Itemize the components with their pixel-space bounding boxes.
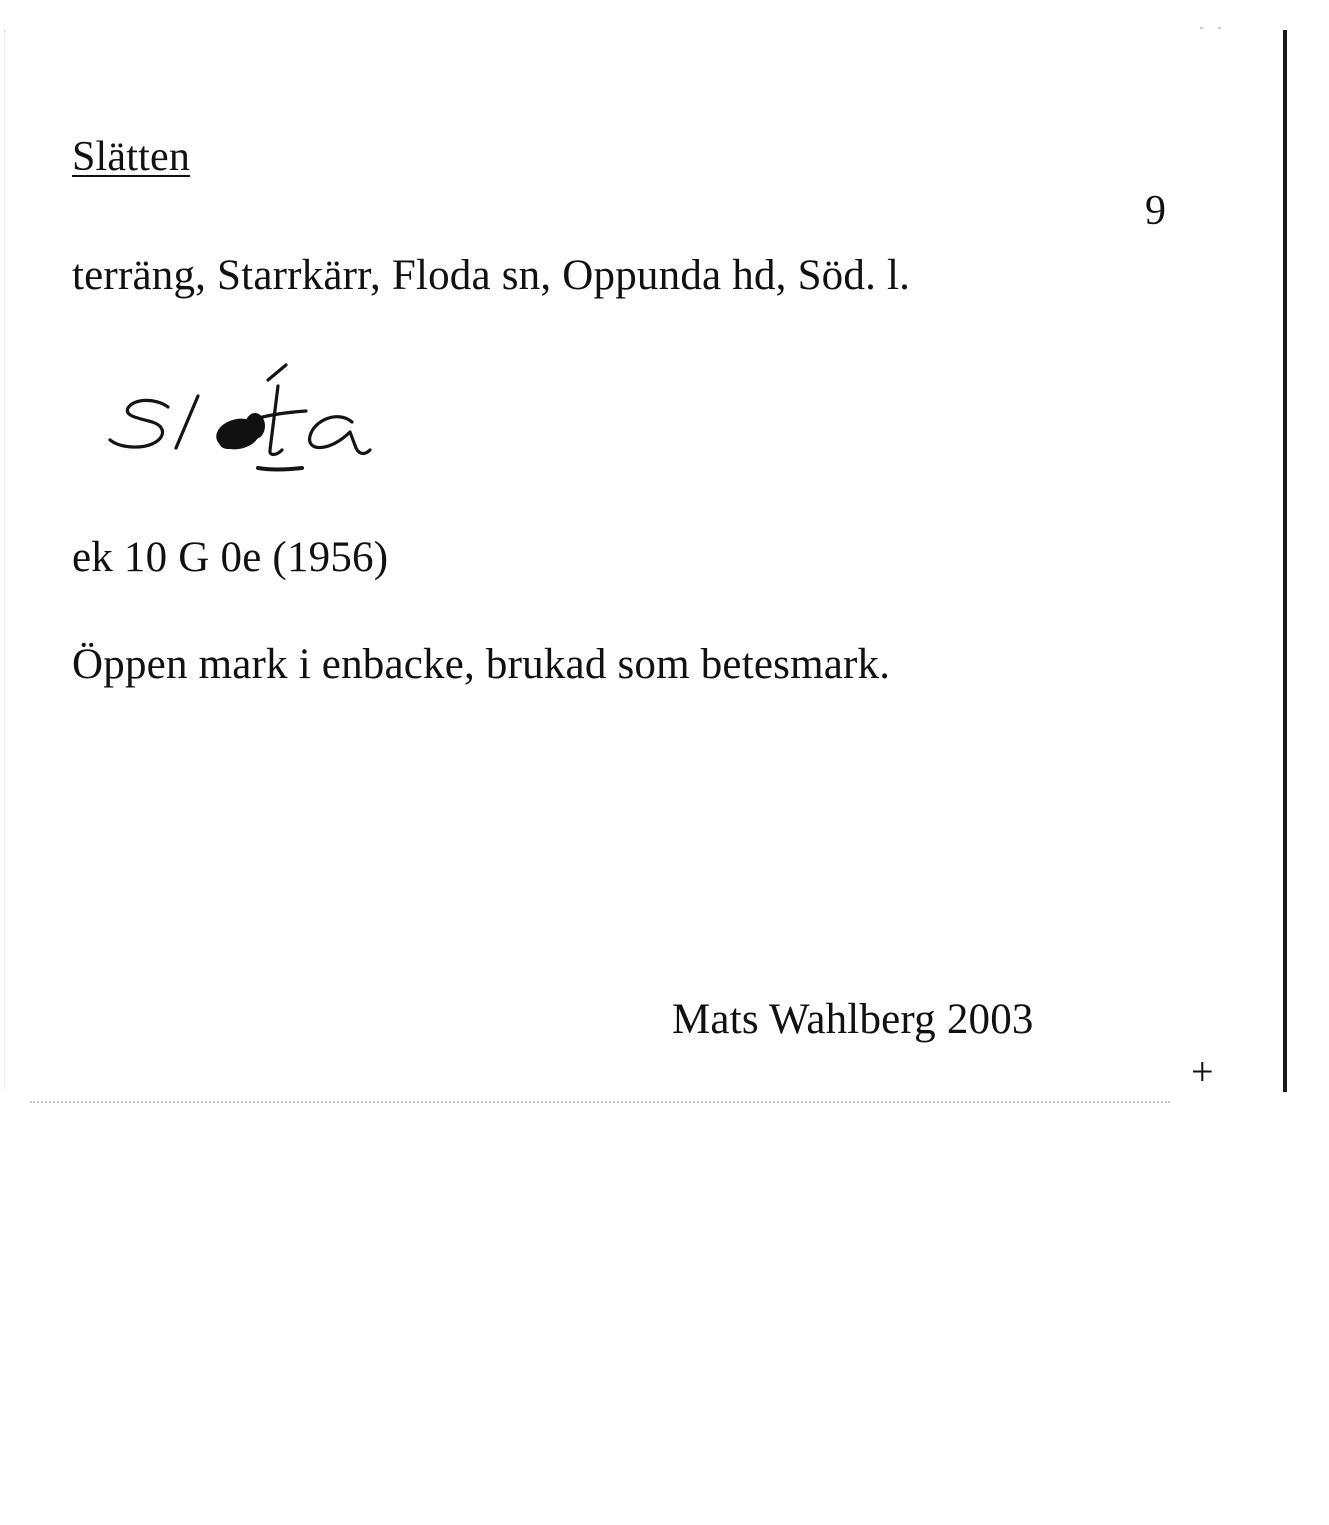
scan-speck (1218, 27, 1221, 29)
place-description-line: terräng, Starrkärr, Floda sn, Oppunda hd, Söd. l. (72, 252, 911, 299)
site-description: Öppen mark i enbacke, brukad som betesmark. (72, 641, 891, 688)
place-name-heading: Slätten (72, 134, 191, 180)
card-bottom-edge (30, 1101, 1170, 1103)
handwritten-pronunciation-signature (100, 360, 390, 485)
author-and-year: Mats Wahlberg 2003 (672, 996, 1034, 1043)
corner-registration-mark: + (1191, 1049, 1214, 1094)
card-number: 9 (1145, 188, 1167, 234)
card-right-border (1283, 30, 1287, 1092)
scan-speck (1200, 27, 1203, 29)
scan-left-edge (4, 30, 5, 1090)
map-reference: ek 10 G 0e (1956) (72, 534, 389, 581)
